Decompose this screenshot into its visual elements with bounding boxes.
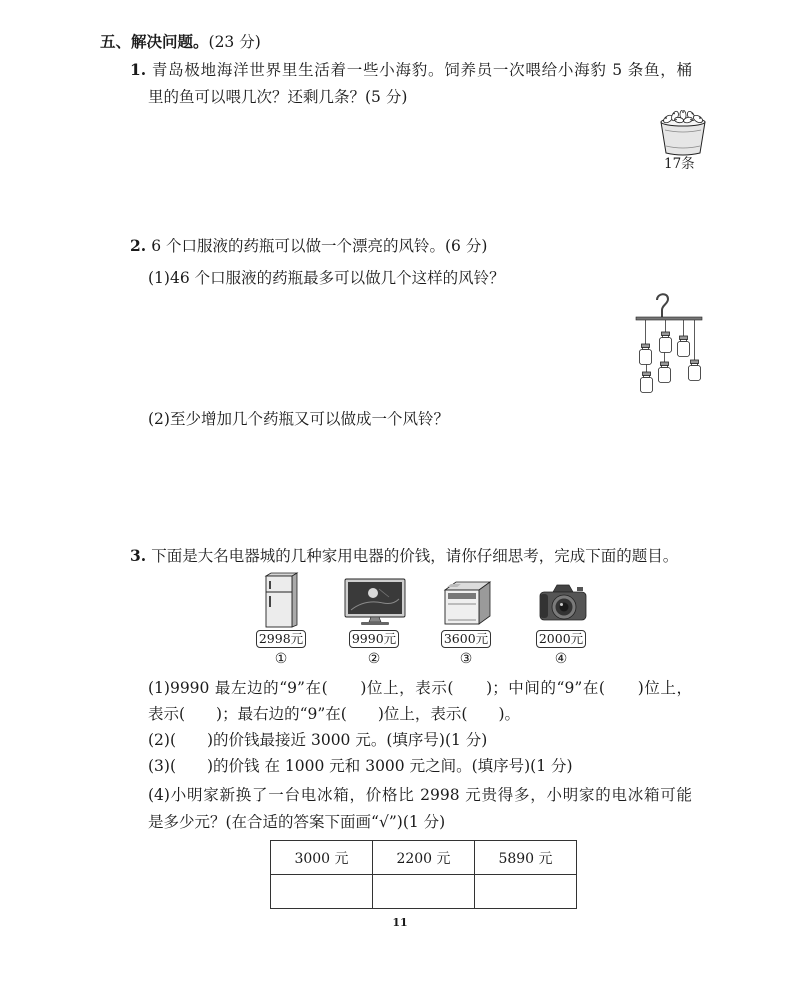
question-3-part-1-line-1: (1)9990 最左边的“9”在( )位上，表示( )；中间的“9”在( )位上，: [148, 679, 692, 697]
question-1-line-2: 里的鱼可以喂几次？还剩几条？(5 分): [148, 88, 408, 106]
question-3-part-4-line-2: 是多少元？(在合适的答案下面画“√”)(1 分): [148, 813, 446, 831]
price-choice-table: [270, 840, 577, 909]
price-choice-header: 3000 元: [271, 841, 373, 875]
question-2-text: 6 个口服液的药瓶可以做一个漂亮的风铃。(6 分): [151, 237, 488, 255]
item-index: ④: [554, 651, 568, 667]
question-number: 3.: [130, 546, 147, 565]
answer-cell: [271, 875, 373, 909]
question-number: 2.: [130, 236, 147, 255]
question-number: 1.: [130, 60, 147, 79]
answer-cell: [475, 875, 577, 909]
price-tag: 3600元: [441, 630, 491, 648]
section-score: (23 分): [208, 33, 261, 51]
price-tag: 9990元: [349, 630, 399, 648]
camera-icon: [537, 580, 589, 624]
section-title: 五、解决问题。: [100, 32, 209, 51]
question-3-stem: [130, 546, 678, 566]
question-2-part-2: (2)至少增加几个药瓶又可以做成一个风铃？: [148, 410, 449, 428]
question-3-part-1-line-2: 表示( )；最右边的“9”在( )位上，表示( )。: [148, 705, 520, 723]
wind-chime-icon: [632, 290, 708, 402]
section-heading: [100, 32, 261, 52]
question-2-part-1: (1)46 个口服液的药瓶最多可以做几个这样的风铃？: [148, 269, 505, 287]
washing-machine-icon: [442, 578, 494, 628]
price-tag: 2998元: [256, 630, 306, 648]
question-3-part-2: (2)( )的价钱最接近 3000 元。(填序号)(1 分): [148, 731, 488, 749]
item-index: ①: [274, 651, 288, 667]
item-index: ②: [367, 651, 381, 667]
question-2-stem: [130, 236, 487, 256]
table-answer-row: [271, 875, 577, 909]
price-tag: 2000元: [536, 630, 586, 648]
page-number: 11: [392, 916, 408, 929]
question-1-text: 青岛极地海洋世界里生活着一些小海豹。饲养员一次喂给小海豹 5 条鱼，桶: [151, 61, 692, 79]
table-header-row: [271, 841, 577, 875]
question-3-part-3: (3)( )的价钱 在 1000 元和 3000 元之间。(填序号)(1 分): [148, 757, 573, 775]
item-index: ③: [459, 651, 473, 667]
price-choice-header: 5890 元: [475, 841, 577, 875]
fish-bucket-icon: [656, 110, 710, 156]
question-3-text: 下面是大名电器城的几种家用电器的价钱，请你仔细思考，完成下面的题目。: [151, 547, 679, 565]
answer-cell: [373, 875, 475, 909]
question-3-part-4-line-1: (4)小明家新换了一台电冰箱，价格比 2998 元贵得多，小明家的电冰箱可能: [148, 786, 692, 804]
refrigerator-icon: [262, 572, 300, 628]
television-icon: [343, 577, 407, 627]
bucket-fish-count: 17条: [664, 156, 695, 172]
question-1-line-1: [130, 60, 692, 80]
price-choice-header: 2200 元: [373, 841, 475, 875]
